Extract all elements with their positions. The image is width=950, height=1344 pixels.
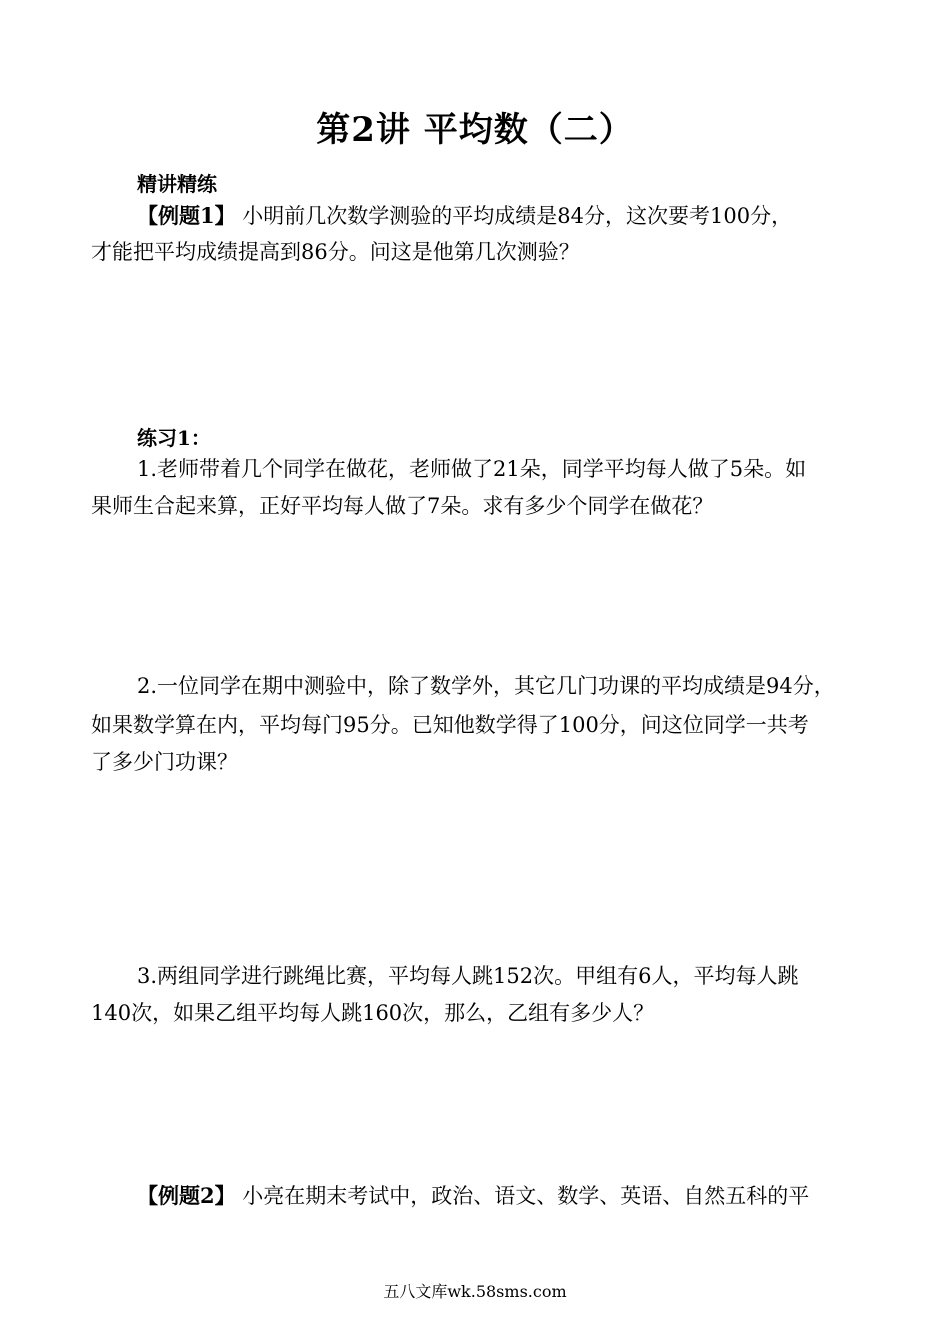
example1-line1	[137, 203, 792, 229]
practice1-q3-line1: 3.两组同学进行跳绳比赛，平均每人跳152次。甲组有6人，平均每人跳	[137, 964, 799, 988]
example2-label: 【例题2】	[137, 1183, 236, 1208]
page-footer: 五八文库wk.58sms.com	[383, 1282, 567, 1301]
practice1-q1-line2: 果师生合起来算，正好平均每人做了7朵。求有多少个同学在做花？	[91, 494, 714, 518]
practice1-q2-line2: 如果数学算在内，平均每门95分。已知他数学得了100分，问这位同学一共考	[91, 713, 809, 737]
practice1-q2-line1: 2.一位同学在期中测验中，除了数学外，其它几门功课的平均成绩是94分，	[137, 674, 835, 698]
practice1-heading: 练习1：	[137, 426, 211, 450]
example1-label: 【例题1】	[137, 203, 236, 228]
example1-line2: 才能把平均成绩提高到86分。问这是他第几次测验？	[91, 240, 580, 264]
practice1-q2-line3: 了多少门功课？	[91, 750, 238, 774]
page-title: 第2讲 平均数（二）	[316, 110, 634, 150]
example2-line1	[137, 1183, 809, 1209]
section-heading: 精讲精练	[137, 172, 217, 196]
example2-text: 小亮在期末考试中，政治、语文、数学、英语、自然五科的平	[235, 1184, 810, 1208]
practice1-q1-line1: 1.老师带着几个同学在做花，老师做了21朵，同学平均每人做了5朵。如	[137, 457, 807, 481]
practice1-q3-line2: 140次，如果乙组平均每人跳160次，那么，乙组有多少人？	[91, 1001, 655, 1025]
example1-text: 小明前几次数学测验的平均成绩是84分，这次要考100分，	[235, 204, 793, 228]
